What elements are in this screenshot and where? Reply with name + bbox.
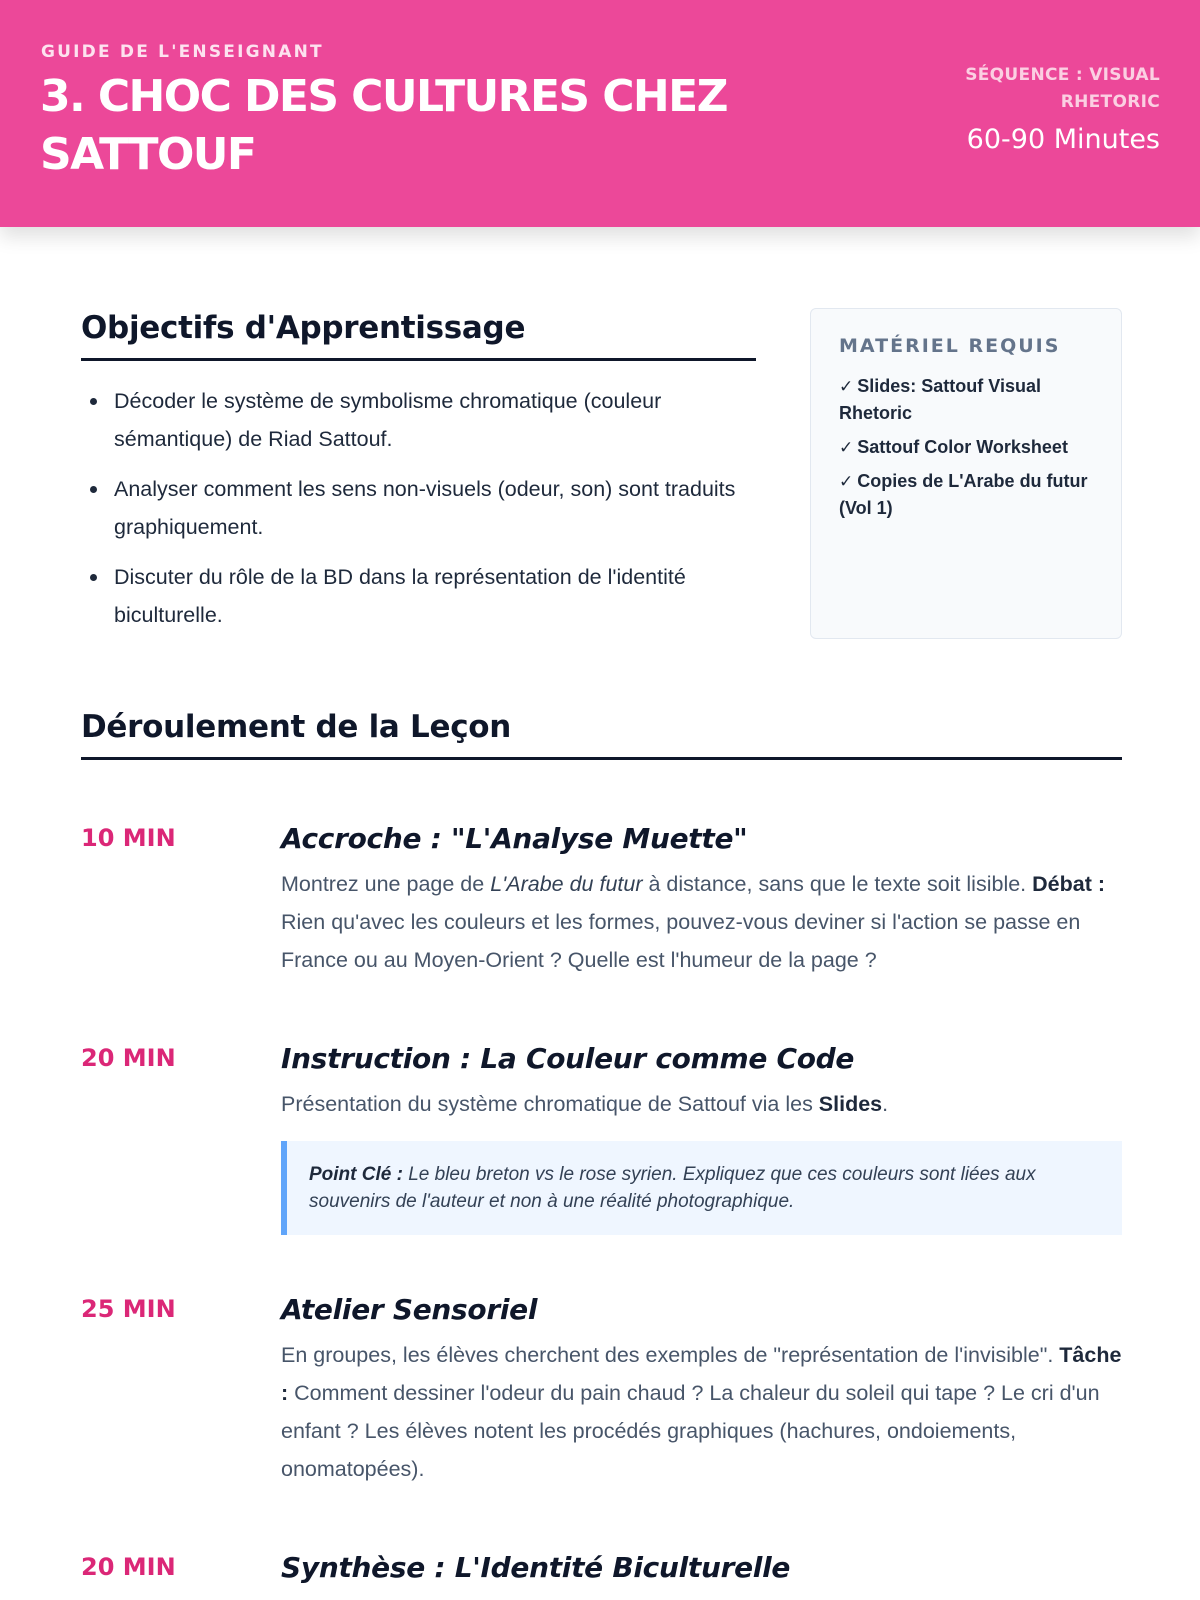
step-duration: 25 MIN [81,1295,176,1323]
book-title: L'Arabe du futur [490,872,643,896]
step-title: Instruction : La Couleur comme Code [281,1042,855,1075]
material-item [839,468,1101,522]
objective-item: Décoder le système de symbolisme chromatique (couleur sémantique) de Riad Sattouf. [81,382,751,458]
sequence-label-line-1: SÉQUENCE : VISUAL [965,65,1160,85]
step-body [281,1042,1122,1235]
duration-label: 60-90 Minutes [966,124,1160,155]
guide-label: GUIDE DE L'ENSEIGNANT [41,42,324,62]
step-text-part: Rien qu'avec les couleurs et les formes, pouvez-vous deviner si l'action se passe en France ou au Moyen-Orient ? Quelle est l'humeur de la page ? [281,910,1081,972]
step-body [281,1551,1122,1594]
material-label: Slides: Sattouf Visual Rhetoric [839,376,1041,423]
key-point-callout [281,1141,1122,1235]
step-duration: 20 MIN [81,1044,176,1072]
materials-panel [810,308,1122,639]
page-title-line-2: SATTOUF [40,129,256,180]
material-item [839,434,1101,461]
check-icon: ✓ [839,438,854,457]
objectives-heading: Objectifs d'Apprentissage [81,310,756,361]
step-duration: 10 MIN [81,824,176,852]
page-header [0,0,1200,227]
sequence-label-line-2: RHETORIC [1060,92,1160,112]
step-text-part: En groupes, les élèves cherchent des exemples de "représentation de l'invisible". [281,1343,1060,1367]
step-duration: 20 MIN [81,1553,176,1581]
step-title: Accroche : "L'Analyse Muette" [281,822,748,855]
step-description [281,865,1122,979]
step-text-part: Comment dessiner l'odeur du pain chaud ? La chaleur du soleil qui tape ? Le cri d'un enfant ? Les élèves notent les procédés graphiques (hachures, ondoiements, onomatopées). [281,1381,1100,1481]
step-text-part: Montrez une page de [281,872,491,896]
lesson-heading: Déroulement de la Leçon [81,709,1122,760]
check-icon: ✓ [839,377,854,396]
page-title [40,68,800,184]
step-body [281,822,1122,979]
materials-title: MATÉRIEL REQUIS [839,335,1061,357]
step-title: Atelier Sensoriel [281,1293,538,1326]
step-text-part: . [882,1092,889,1116]
step-description [281,1085,1122,1123]
step-text-part: Présentation du système chromatique de Sattouf via les [281,1092,819,1116]
slides-reference: Slides [818,1092,883,1116]
callout-label: Point Clé : [309,1164,403,1185]
step-body [281,1293,1122,1488]
material-label: Sattouf Color Worksheet [857,437,1068,457]
sequence-label [900,62,1160,116]
header-meta [900,62,1160,155]
step-title: Synthèse : L'Identité Biculturelle [281,1551,791,1584]
step-label: Tâche : [281,1343,1122,1405]
step-label: Débat : [1032,872,1105,896]
check-icon: ✓ [839,472,854,491]
material-label: Copies de L'Arabe du futur (Vol 1) [839,471,1088,518]
objective-item: Analyser comment les sens non-visuels (odeur, son) sont traduits graphiquement. [81,470,751,546]
objectives-list [81,382,751,646]
step-description [281,1336,1122,1488]
material-item [839,373,1101,427]
callout-text: Le bleu breton vs le rose syrien. Expliquez que ces couleurs sont liées aux souvenirs de l'auteur et non à une réalité photographique. [309,1164,1036,1212]
objective-item: Discuter du rôle de la BD dans la représentation de l'identité biculturelle. [81,558,751,634]
step-text-part: à distance, sans que le texte soit lisible. [642,872,1033,896]
page-title-line-1: 3. CHOC DES CULTURES CHEZ [40,71,727,122]
